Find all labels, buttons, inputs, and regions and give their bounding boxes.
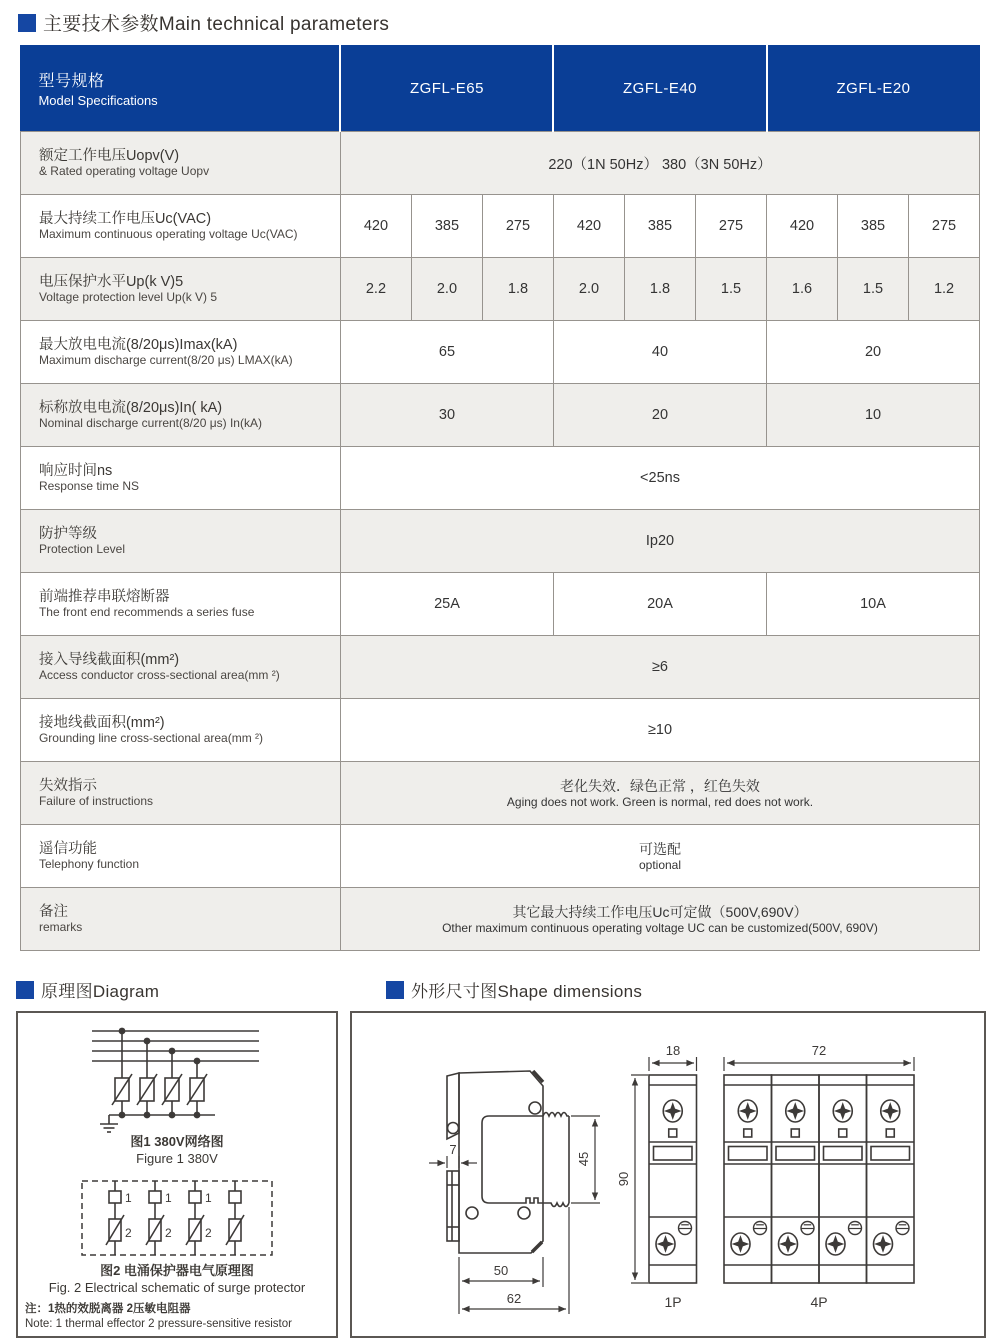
model-header-zgfl-e20: ZGFL-E20 <box>767 45 980 132</box>
value-cell <box>340 888 979 951</box>
main-title-text <box>43 9 389 36</box>
row-label <box>20 132 340 195</box>
row-label-zh: 最大持续工作电压Uc(VAC) <box>38 211 212 228</box>
table-row-voltage-protection-level <box>20 258 979 321</box>
row-label-en: remarks <box>38 920 83 935</box>
value-cell: 420 <box>553 195 624 258</box>
value-cell: 275 <box>482 195 553 258</box>
fig1-caption-en: Figure 1 380V <box>136 1150 218 1166</box>
value-cell: <25ns <box>340 447 979 510</box>
value-cell: 1.5 <box>838 258 909 321</box>
value-cell <box>340 825 979 888</box>
diagram-bullet-icon <box>16 981 34 999</box>
value-cell: 40 <box>553 321 766 384</box>
row-label-en: Access conductor cross-sectional area(mm ²) <box>38 668 280 683</box>
main-title-zh: 主要技术参数 <box>43 14 159 35</box>
value-cell: 20A <box>553 573 766 636</box>
table-row-grounding-line-area <box>20 699 979 762</box>
table-row-series-fuse <box>20 573 979 636</box>
row-label-zh: 电压保护水平Up(k V)5 <box>38 274 184 291</box>
table-row-telephony-function <box>20 825 979 888</box>
row-label-zh: 最大放电电流(8/20μs)Imax(kA) <box>38 337 238 354</box>
header-label-zh: 型号规格 <box>38 73 105 90</box>
shape-panel <box>350 1011 986 1338</box>
shape-bullet-icon <box>386 981 404 999</box>
value-cell: 275 <box>695 195 766 258</box>
dim-depth-total: 62 <box>506 1291 522 1306</box>
main-title-en: Main technical parameters <box>158 14 390 35</box>
row-label-en: Maximum discharge current(8/20 μs) LMAX(kA) <box>38 353 293 368</box>
table-row-access-conductor-area <box>20 636 979 699</box>
plug-module <box>482 1113 569 1207</box>
row-label-en: Grounding line cross-sectional area(mm ²) <box>38 731 264 746</box>
row-label-zh: 接入导线截面积(mm²) <box>38 652 180 669</box>
row-label-zh: 遥信功能 <box>38 841 97 858</box>
fig1-caption <box>130 1134 223 1168</box>
row-label <box>20 636 340 699</box>
value-cell: 20 <box>767 321 980 384</box>
shape-title-text <box>411 977 642 1002</box>
row-label-en: Maximum continuous operating voltage Uc(VAC) <box>38 227 298 242</box>
row-label <box>20 447 340 510</box>
table-row-response-time <box>20 447 979 510</box>
row-label-en: Failure of instructions <box>38 794 153 809</box>
diagram-title-text <box>41 977 159 1002</box>
value-cell: 275 <box>909 195 980 258</box>
value-en: optional <box>638 857 682 872</box>
dim-rail-width: 7 <box>449 1142 457 1157</box>
shape-title-en: Shape dimensions <box>497 982 643 1001</box>
table-row-max-continuous-voltage <box>20 195 979 258</box>
diagram-title-zh: 原理图 <box>41 982 93 1001</box>
header-label <box>20 45 340 132</box>
shape-section-title <box>350 977 986 1002</box>
table-row-nominal-discharge-current <box>20 384 979 447</box>
main-title <box>0 0 1000 36</box>
fig1-circuit-svg <box>27 1021 327 1134</box>
row-label <box>20 888 340 951</box>
row-label-zh: 防护等级 <box>38 526 97 543</box>
row-label <box>20 258 340 321</box>
shape-column <box>350 977 986 1338</box>
table-header-row <box>20 45 979 132</box>
value-cell: 2.2 <box>340 258 411 321</box>
model-header-zgfl-e65: ZGFL-E65 <box>340 45 553 132</box>
fig1-caption-zh: 图1 380V网络图 <box>130 1134 224 1149</box>
row-label-zh: 接地线截面积(mm²) <box>38 715 165 732</box>
shape-dimensions-svg <box>352 1013 984 1336</box>
row-label-zh: 标称放电电流(8/20μs)In( kA) <box>38 400 223 417</box>
row-label-zh: 额定工作电压Uopv(V) <box>38 148 180 165</box>
row-label <box>20 573 340 636</box>
row-label-en: Protection Level <box>38 542 126 557</box>
value-cell <box>340 762 979 825</box>
fig2-label-2: 2 <box>165 1225 172 1240</box>
value-zh: 可选配 <box>638 840 681 857</box>
value-cell: 1.8 <box>624 258 695 321</box>
value-cell: ≥10 <box>340 699 979 762</box>
row-label <box>20 384 340 447</box>
value-cell: 1.5 <box>695 258 766 321</box>
title-bullet-icon <box>18 14 36 32</box>
fig2-caption <box>49 1263 306 1297</box>
value-cell: 420 <box>767 195 838 258</box>
label-4p: 4P <box>810 1294 828 1310</box>
fig2-caption-zh: 图2 电涌保护器电气原理图 <box>100 1262 254 1278</box>
table-row-rated-voltage <box>20 132 979 195</box>
value-en: Aging does not work. Green is normal, red does not work. <box>506 794 814 809</box>
value-cell: Ip20 <box>340 510 979 573</box>
row-label-en: Response time NS <box>38 479 139 494</box>
spec-table <box>20 45 980 951</box>
value-cell: ≥6 <box>340 636 979 699</box>
row-label <box>20 762 340 825</box>
dim-height: 90 <box>616 1171 631 1187</box>
value-cell: 2.0 <box>411 258 482 321</box>
row-label-zh: 失效指示 <box>38 778 97 795</box>
table-row-protection-level <box>20 510 979 573</box>
row-label <box>20 321 340 384</box>
value-cell: 385 <box>838 195 909 258</box>
value-cell: 385 <box>624 195 695 258</box>
fig2-label-1: 1 <box>125 1190 132 1205</box>
value-en: Other maximum continuous operating voltage UC can be customized(500V, 690V) <box>442 920 878 935</box>
side-view-drawing <box>447 1071 569 1253</box>
row-label-en: Nominal discharge current(8/20 μs) In(kA) <box>38 416 262 431</box>
value-zh: 老化失效．绿色正常 ，红色失效 <box>560 777 760 794</box>
din-clip-top <box>447 1073 459 1139</box>
label-1p: 1P <box>664 1294 682 1310</box>
front-view-4p <box>724 1075 914 1283</box>
row-label <box>20 825 340 888</box>
shape-title-zh: 外形尺寸图 <box>411 982 498 1001</box>
dim-width-1p: 18 <box>665 1043 681 1058</box>
device-body <box>459 1071 543 1253</box>
value-cell: 65 <box>340 321 553 384</box>
value-cell: 10A <box>767 573 980 636</box>
value-zh: 其它最大持续工作电压Uc可定做（500V,690V） <box>512 903 808 920</box>
dim-depth-body: 50 <box>493 1263 509 1278</box>
fig2-label-1: 1 <box>205 1190 212 1205</box>
row-label <box>20 510 340 573</box>
value-cell: 1.6 <box>767 258 838 321</box>
fig1-lines <box>92 1031 259 1132</box>
bottom-section <box>0 977 1000 1338</box>
model-header-zgfl-e40: ZGFL-E40 <box>553 45 766 132</box>
row-label-zh: 响应时间ns <box>38 463 113 480</box>
value-cell: 1.2 <box>909 258 980 321</box>
value-cell: 220（1N 50Hz） 380（3N 50Hz） <box>340 132 979 195</box>
row-label <box>20 699 340 762</box>
fig2-caption-en: Fig. 2 Electrical schematic of surge protector <box>48 1279 306 1295</box>
diagram-note-zh: 注：1热的效脱离器 2压敏电阻器 <box>25 1302 191 1315</box>
ground-icon <box>100 1115 118 1132</box>
diagram-panel <box>16 1011 338 1338</box>
value-cell: 385 <box>411 195 482 258</box>
front-view-1p <box>649 1075 697 1283</box>
row-label-en: The front end recommends a series fuse <box>38 605 255 620</box>
row-label <box>20 195 340 258</box>
varistor-symbol <box>112 1074 207 1105</box>
row-label-en: Telephony function <box>38 857 140 872</box>
diagram-note-en: Note: 1 thermal effector 2 pressure-sensitive resistor <box>25 1318 292 1331</box>
table-row-max-discharge-current <box>20 321 979 384</box>
diagram-title-en: Diagram <box>92 982 160 1001</box>
diagram-section-title <box>16 977 338 1002</box>
dim-width-4p: 72 <box>811 1043 827 1058</box>
dim-plug-height: 45 <box>576 1151 591 1167</box>
value-cell: 10 <box>767 384 980 447</box>
fig2-label-1: 1 <box>165 1190 172 1205</box>
row-label-zh: 备注 <box>38 904 68 921</box>
value-cell: 420 <box>340 195 411 258</box>
value-cell: 1.8 <box>482 258 553 321</box>
value-cell: 2.0 <box>553 258 624 321</box>
value-cell: 20 <box>553 384 766 447</box>
row-label-en: Voltage protection level Up(k V) 5 <box>38 290 218 305</box>
header-label-en: Model Specifications <box>38 93 158 108</box>
table-row-remarks <box>20 888 979 951</box>
fig2-label-2: 2 <box>205 1225 212 1240</box>
row-label-en: & Rated operating voltage Uopv <box>38 164 210 179</box>
diagram-note <box>18 1297 292 1333</box>
din-rail-clip <box>447 1171 459 1241</box>
value-cell: 25A <box>340 573 553 636</box>
fig2-label-2: 2 <box>125 1225 132 1240</box>
diagram-column <box>16 977 338 1338</box>
row-label-zh: 前端推荐串联熔断器 <box>38 589 170 606</box>
value-cell: 30 <box>340 384 553 447</box>
table-row-failure-indication <box>20 762 979 825</box>
